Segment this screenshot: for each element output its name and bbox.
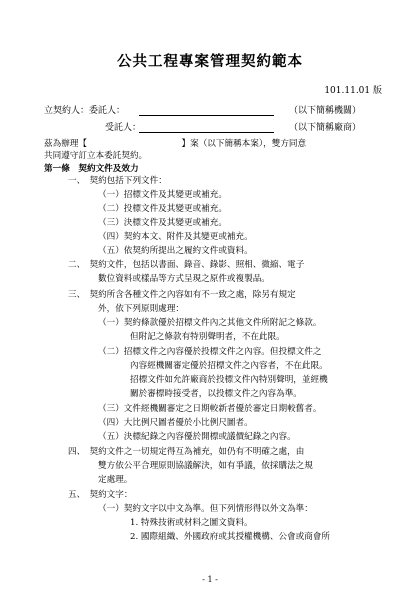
preamble-line-2: 共同遵守訂立本委託契約。 — [44, 151, 148, 161]
body-line: 二、 契約文件，包括以書面、錄音、錄影、照相、微縮、電子 — [68, 260, 305, 270]
version-label: 101.11.01 版 — [324, 86, 382, 96]
body-line: 外，依下列原則處理： — [98, 304, 184, 314]
page-number: - 1 - — [202, 575, 218, 584]
contractor-note: （以下簡稱廠商） — [289, 123, 362, 133]
body-line: 內容經機關審定優於招標文件之內容者，不在此限。 — [130, 361, 328, 371]
article-title: 第一條 契約文件及效力 — [44, 164, 139, 174]
body-line: （五）決標紀錄之內容優於開標或議價紀錄之內容。 — [98, 432, 296, 442]
body-line: 關於審標時接受者，以投標文件之內容為準。 — [130, 389, 302, 399]
body-line: 雙方依公平合理原則協議解決，如有爭議，依採購法之規 — [98, 461, 313, 471]
body-line: 招標文件如允許廠商於投標文件內特別聲明，並經機 — [130, 375, 328, 385]
body-line: 數位資料或樣品等方式呈現之原件或複製品。 — [98, 274, 270, 284]
client-label: 立契約人：委託人： — [44, 106, 126, 116]
body-line: 四、 契約文件之一切規定得互為補充，如仍有不明確之處，由 — [68, 447, 305, 457]
body-line: 定處理。 — [98, 475, 133, 485]
body-line: 一、 契約包括下列文件： — [68, 176, 167, 186]
contractor-label: 受託人： — [105, 123, 142, 133]
body-line: （四）大比例尺圖者優於小比例尺圖者。 — [98, 418, 253, 428]
preamble-line-1: 茲為辦理【 】案（以下簡稱本案），雙方同意 — [44, 139, 307, 149]
body-line: （五）依契約所提出之履約文件或資料。 — [98, 246, 253, 256]
body-line: 三、 契約所含各種文件之內容如有不一致之處，除另有規定 — [68, 290, 296, 300]
body-line: （二）投標文件及其變更或補充。 — [98, 204, 227, 214]
body-line: （三）文件經機關審定之日期較新者優於審定日期較舊者。 — [98, 404, 322, 414]
body-line: 2. 國際組織、外國政府或其授權機構、公會或商會所 — [130, 532, 330, 542]
body-line: 但附記之條款有特別聲明者，不在此限。 — [130, 332, 285, 342]
body-line: （二）招標文件之內容優於投標文件之內容。但投標文件之 — [98, 347, 322, 357]
contractor-name-blank — [139, 122, 274, 133]
document-title: 公共工程專案管理契約範本 — [117, 53, 303, 70]
client-name-blank — [139, 105, 274, 116]
body-line: （三）決標文件及其變更或補充。 — [98, 218, 227, 228]
body-line: （四）契約本文、附件及其變更或補充。 — [98, 232, 253, 242]
client-note: （以下簡稱機關） — [289, 106, 362, 116]
body-line: （一）契約文字以中文為準。但下列情形得以外文為準： — [98, 504, 313, 514]
body-line: 1. 特殊技術或材料之圖文資料。 — [130, 518, 253, 528]
body-line: 五、 契約文字： — [68, 490, 133, 500]
body-line: （一）招標文件及其變更或補充。 — [98, 190, 227, 200]
body-line: （一）契約條款優於招標文件內之其他文件所附記之條款。 — [98, 318, 322, 328]
client-party-line — [44, 105, 384, 117]
